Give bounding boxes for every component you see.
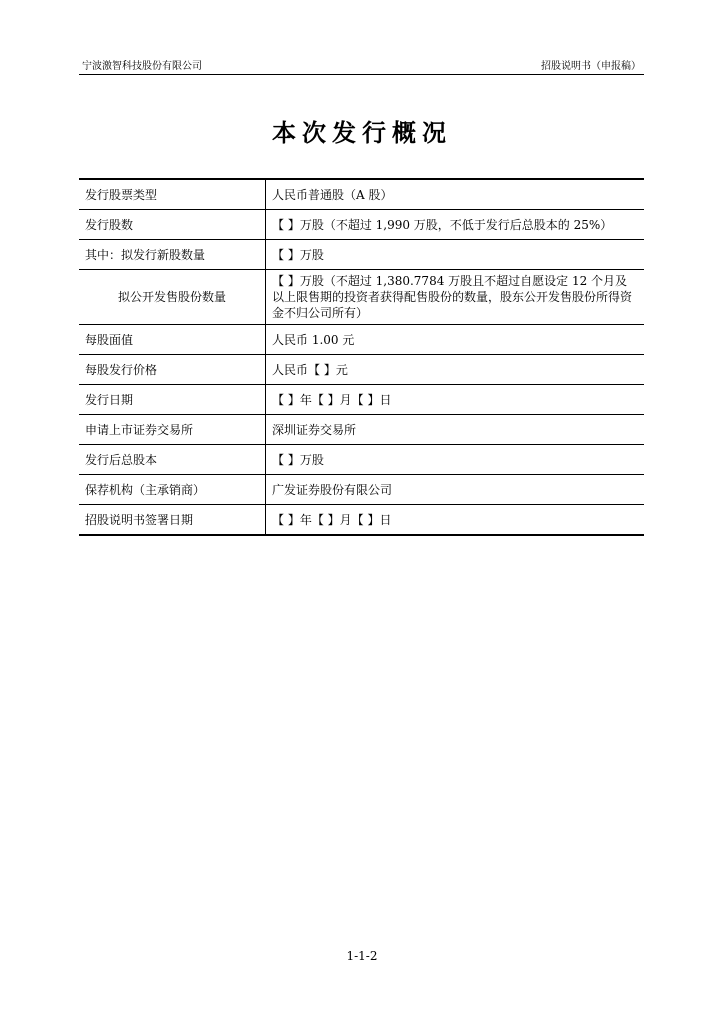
row-value-exchange: 深圳证券交易所 (266, 415, 645, 445)
page-title: 本次发行概况 (272, 118, 452, 147)
row-value-shares-issued: 【 】万股（不超过 1,990 万股，不低于发行后总股本的 25%） (266, 210, 645, 240)
table-row (79, 415, 644, 445)
header-document-type: 招股说明书（申报稿） (541, 61, 641, 72)
table-row (79, 240, 644, 270)
row-value-stock-type: 人民币普通股（A 股） (266, 179, 645, 210)
table-row (79, 179, 644, 210)
row-label-new-shares: 其中：拟发行新股数量 (79, 240, 266, 270)
page-number: 1-1-2 (346, 949, 378, 963)
table-row (79, 210, 644, 240)
row-label-total-shares: 发行后总股本 (79, 445, 266, 475)
row-value-signing-date: 【 】年【 】月【 】日 (266, 505, 645, 536)
table-row (79, 385, 644, 415)
header-company-name: 宁波激智科技股份有限公司 (82, 61, 202, 72)
row-label-stock-type: 发行股票类型 (79, 179, 266, 210)
table-row (79, 325, 644, 355)
row-value-new-shares: 【 】万股 (266, 240, 645, 270)
row-value-sponsor: 广发证券股份有限公司 (266, 475, 645, 505)
row-value-total-shares: 【 】万股 (266, 445, 645, 475)
page-header (79, 60, 644, 75)
table-row (79, 475, 644, 505)
row-label-issue-date: 发行日期 (79, 385, 266, 415)
table-row (79, 505, 644, 536)
row-label-sponsor: 保荐机构（主承销商） (79, 475, 266, 505)
row-value-public-offering-shares: 【 】万股（不超过 1,380.7784 万股且不超过自愿设定 12 个月及以上限售期的投资者获得配售股份的数量，股东公开发售股份所得资金不归公司所有） (266, 270, 645, 325)
row-label-public-offering-shares: 拟公开发售股份数量 (79, 270, 266, 325)
row-label-issue-price: 每股发行价格 (79, 355, 266, 385)
row-label-exchange: 申请上市证券交易所 (79, 415, 266, 445)
row-label-shares-issued: 发行股数 (79, 210, 266, 240)
table-row (79, 445, 644, 475)
table-row (79, 270, 644, 325)
table-row (79, 355, 644, 385)
row-value-issue-date: 【 】年【 】月【 】日 (266, 385, 645, 415)
offering-overview-table (79, 178, 644, 536)
row-label-par-value: 每股面值 (79, 325, 266, 355)
row-label-signing-date: 招股说明书签署日期 (79, 505, 266, 536)
row-value-par-value: 人民币 1.00 元 (266, 325, 645, 355)
row-value-issue-price: 人民币【 】元 (266, 355, 645, 385)
